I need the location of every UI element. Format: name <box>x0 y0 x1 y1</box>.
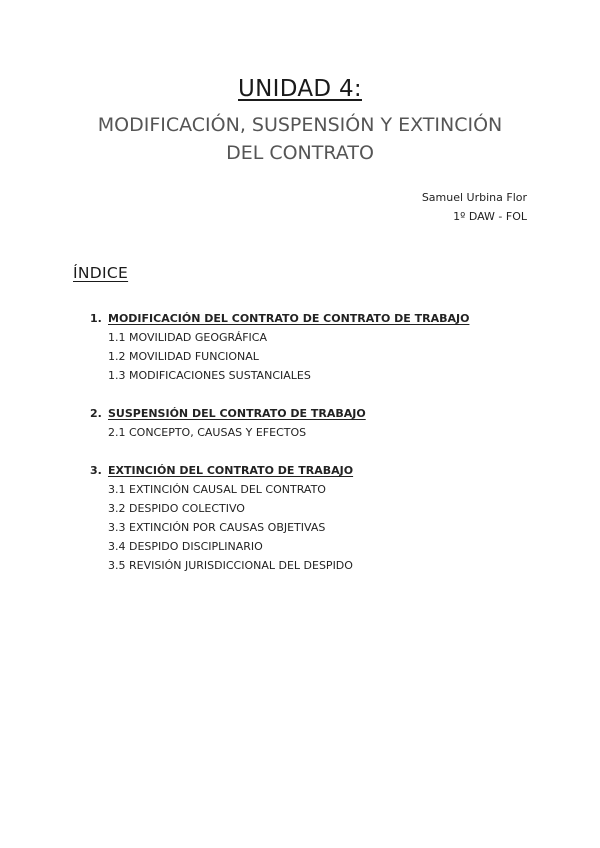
toc-subsection-item: 1.2 MOVILIDAD FUNCIONAL <box>108 350 259 363</box>
toc-section-2 <box>90 404 550 442</box>
toc-subsection-list <box>90 423 550 442</box>
toc-subsection-list <box>90 480 550 575</box>
toc-section-header <box>90 461 550 480</box>
document-title: UNIDAD 4: <box>238 76 362 102</box>
toc-subsection-item: 1.3 MODIFICACIONES SUSTANCIALES <box>108 369 311 382</box>
subtitle-line-2: DEL CONTRATO <box>226 142 374 164</box>
toc-section-3 <box>90 461 550 575</box>
section-number: 1. <box>90 312 102 325</box>
section-title: EXTINCIÓN DEL CONTRATO DE TRABAJO <box>108 464 354 477</box>
section-title: MODIFICACIÓN DEL CONTRATO DE CONTRATO DE TRABAJO <box>108 312 470 325</box>
toc-subsection-list <box>90 328 550 385</box>
toc-subsection-item: 3.5 REVISIÓN JURISDICCIONAL DEL DESPIDO <box>108 559 353 572</box>
document-subtitle <box>60 111 540 167</box>
section-number: 3. <box>90 464 102 477</box>
toc-subsection-item: 3.4 DESPIDO DISCIPLINARIO <box>108 540 263 553</box>
toc-section-header <box>90 309 550 328</box>
section-number: 2. <box>90 407 102 420</box>
toc-subsection-item: 3.2 DESPIDO COLECTIVO <box>108 502 245 515</box>
author-name: Samuel Urbina Flor <box>421 191 527 204</box>
index-heading: ÍNDICE <box>73 264 129 282</box>
toc-subsection-item: 1.1 MOVILIDAD GEOGRÁFICA <box>108 331 268 344</box>
toc-section-1 <box>90 309 550 385</box>
toc-subsection-item: 2.1 CONCEPTO, CAUSAS Y EFECTOS <box>108 426 307 439</box>
toc-subsection-item: 3.3 EXTINCIÓN POR CAUSAS OBJETIVAS <box>108 521 326 534</box>
toc-section-header <box>90 404 550 423</box>
subtitle-line-1: MODIFICACIÓN, SUSPENSIÓN Y EXTINCIÓN <box>97 114 503 136</box>
author-block <box>422 188 527 226</box>
table-of-contents <box>90 309 550 594</box>
course-label: 1º DAW - FOL <box>453 210 527 223</box>
toc-subsection-item: 3.1 EXTINCIÓN CAUSAL DEL CONTRATO <box>108 483 326 496</box>
section-title: SUSPENSIÓN DEL CONTRATO DE TRABAJO <box>108 407 366 420</box>
